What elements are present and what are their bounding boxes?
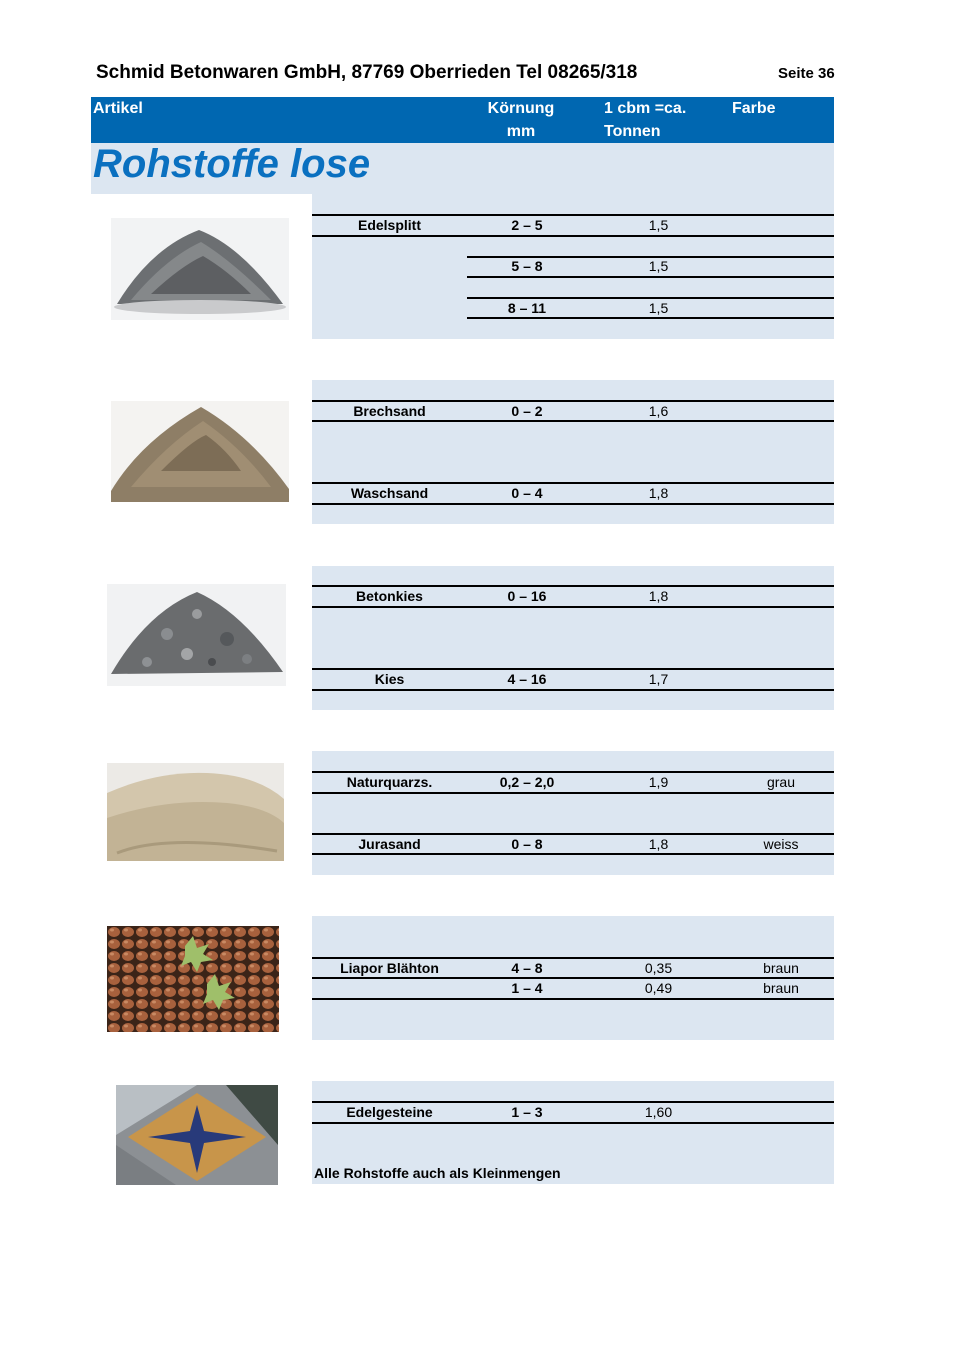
company-header: Schmid Betonwaren GmbH, 87769 Oberrieden Tel 08265/318	[96, 62, 638, 83]
column-header-bar	[91, 97, 834, 143]
product-name: Brechsand	[353, 403, 426, 419]
kies-photo	[107, 584, 286, 686]
koernung-value: 1 – 3	[511, 1104, 543, 1120]
page-title: Rohstoffe lose	[93, 142, 371, 186]
tonnen-value: 1,5	[648, 217, 669, 233]
farbe-value: weiss	[763, 836, 799, 852]
tonnen-value: 1,8	[648, 485, 669, 501]
farbe-value: braun	[763, 960, 799, 976]
product-name: Betonkies	[356, 588, 423, 604]
koernung-value: 0,2 – 2,0	[499, 774, 555, 790]
koernung-value: 8 – 11	[507, 300, 547, 316]
koernung-value: 0 – 4	[511, 485, 543, 501]
page-number: Seite 36	[778, 65, 835, 82]
tonnen-value: 0,49	[644, 980, 673, 996]
koernung-value: 4 – 8	[511, 960, 543, 976]
koernung-value: 1 – 4	[511, 980, 543, 996]
koernung-value: 4 – 16	[507, 671, 547, 687]
product-name: Kies	[374, 671, 405, 687]
sand-photo	[111, 401, 289, 502]
product-name: Edelsplitt	[357, 217, 421, 233]
band	[312, 751, 834, 875]
edelgesteine-photo	[116, 1085, 278, 1185]
tonnen-value: 1,5	[648, 258, 669, 274]
product-name: Liapor Blähton	[340, 960, 439, 976]
farbe-value: grau	[766, 774, 796, 790]
koernung-value: 0 – 8	[511, 836, 543, 852]
tonnen-value: 1,7	[648, 671, 669, 687]
edelsplitt-photo	[111, 218, 289, 320]
col-koernung: Körnung mm	[487, 100, 555, 140]
liapor-photo	[107, 926, 279, 1032]
tonnen-value: 1,8	[648, 836, 669, 852]
koernung-value: 0 – 2	[511, 403, 543, 419]
koernung-value: 0 – 16	[507, 588, 547, 604]
tonnen-value: 1,6	[648, 403, 669, 419]
tonnen-value: 0,35	[644, 960, 673, 976]
koernung-value: 2 – 5	[511, 217, 543, 233]
col-artikel: Artikel	[93, 100, 143, 117]
tonnen-value: 1,8	[648, 588, 669, 604]
quarz-photo	[107, 763, 284, 861]
koernung-value: 5 – 8	[511, 258, 543, 274]
product-name: Naturquarzs.	[346, 774, 433, 790]
farbe-value: braun	[763, 980, 799, 996]
product-name: Jurasand	[358, 836, 421, 852]
col-cbm-tonnen: 1 cbm =ca. Tonnen	[604, 100, 687, 140]
tonnen-value: 1,9	[648, 774, 669, 790]
footer-note: Alle Rohstoffe auch als Kleinmengen	[314, 1165, 561, 1181]
tonnen-value: 1,5	[648, 300, 669, 316]
product-name: Edelgesteine	[346, 1104, 433, 1120]
tonnen-value: 1,60	[644, 1104, 673, 1120]
product-name: Waschsand	[350, 485, 429, 501]
col-farbe: Farbe	[732, 100, 776, 117]
